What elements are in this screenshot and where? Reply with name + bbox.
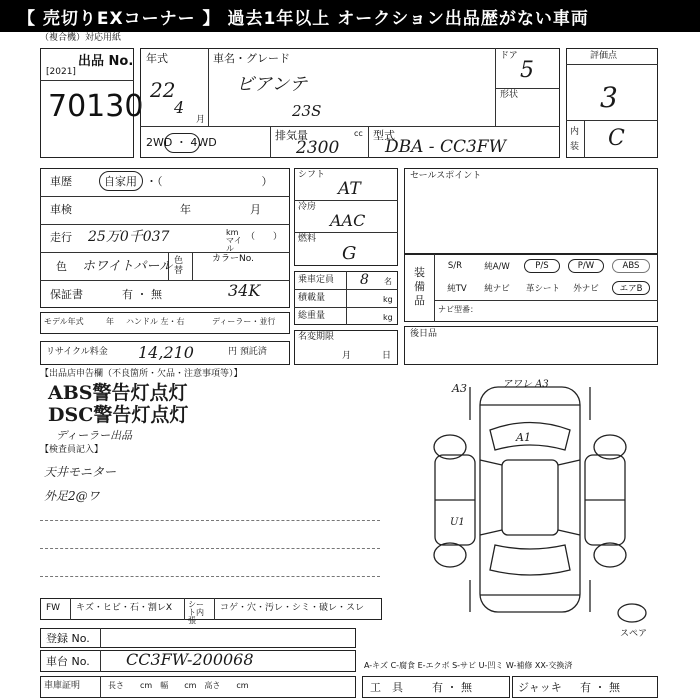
- fw-label: FW: [46, 603, 61, 613]
- sales-point-label: セールスポイント: [410, 171, 482, 181]
- lot-year-tag: [2021]: [46, 67, 76, 77]
- shift-label: シフト: [298, 170, 326, 180]
- registration-label: 登録 No.: [46, 632, 90, 645]
- name-change-day: 日: [382, 351, 392, 361]
- model-year-label: 年式: [146, 52, 168, 65]
- doors-label: ドア: [500, 51, 518, 61]
- history-suffix: ・（ ）: [146, 175, 273, 188]
- gross-unit: kg: [383, 313, 393, 322]
- spare-label: スペア: [620, 629, 648, 639]
- certificate-dims: 長さ cm 幅 cm 高さ cm: [108, 681, 249, 690]
- lot-number: 70130: [48, 89, 144, 124]
- model-year-value: 22: [150, 78, 176, 102]
- diagram-label-a3-left: A3: [452, 382, 467, 395]
- inspection-year: 年: [180, 203, 191, 216]
- seat-value: コゲ・穴・汚レ・シミ・破レ・スレ: [220, 603, 365, 613]
- doors-value: 5: [520, 58, 534, 83]
- car-name: ビアンテ: [236, 74, 308, 95]
- displacement-unit: cc: [354, 129, 363, 138]
- aircon-value: AAC: [330, 211, 366, 230]
- mileage-paren: （ ）: [246, 232, 283, 242]
- notes-line-3: ディーラー出品: [56, 429, 133, 442]
- inspector-line-2: 外足2@ワ: [44, 489, 100, 503]
- inspector-line-1: 天井モニター: [44, 465, 117, 479]
- chassis-value: CC3FW-200068: [126, 650, 254, 669]
- equip-power-steering: P/S: [524, 259, 560, 273]
- score-label: 評価点: [590, 51, 618, 61]
- fuel-value: G: [342, 243, 357, 264]
- equip-aftermarket-navi: 外ナビ: [573, 284, 599, 294]
- model-row-dealer: ディーラー・並行: [212, 317, 276, 326]
- equip-sr: S/R: [447, 261, 463, 271]
- shift-value: AT: [338, 179, 361, 199]
- equipment-label: 装備品: [414, 266, 425, 307]
- car-damage-diagram: [410, 375, 655, 625]
- navi-model-label: ナビ型番：: [438, 305, 478, 314]
- name-change-month: 月: [342, 351, 352, 361]
- capacity-label: 乗車定員: [298, 275, 335, 285]
- certificate-label: 車庫証明: [44, 681, 81, 691]
- model-month-suffix: 月: [196, 115, 206, 125]
- history-value: 自家用: [104, 175, 137, 188]
- equip-genuine-navi: 純ナビ: [484, 284, 510, 294]
- notes-line-1: ABS警告灯点灯: [48, 382, 188, 404]
- displacement-label: 排気量: [275, 129, 308, 142]
- capacity-value: 8: [360, 272, 369, 288]
- lot-label: 出品 No.: [78, 54, 134, 69]
- aircon-label: 冷房: [298, 202, 317, 212]
- notes-label: 【出品店申告欄（不良箇所・欠品・注意事項等）】: [40, 369, 243, 379]
- top-note: （複合機）対応用紙: [40, 33, 122, 43]
- mileage-label: 走行: [50, 231, 72, 244]
- later-date-label: 後日品: [410, 329, 438, 339]
- displacement-value: 2300: [296, 138, 340, 158]
- warranty-label: 保証書: [50, 288, 83, 301]
- recycle-label: リサイクル料金: [46, 347, 108, 357]
- inspection-label: 車検: [50, 203, 72, 216]
- fw-value: キズ・ヒビ・石・割レX: [76, 603, 172, 613]
- history-circle: [99, 171, 143, 191]
- recycle-unit: 円 預託済: [228, 347, 267, 357]
- load-unit: kg: [383, 295, 393, 304]
- interior-label-1: 内: [570, 127, 580, 137]
- chassis-label: 車台 No.: [46, 655, 90, 668]
- jack-options: 有 ・ 無: [580, 681, 620, 694]
- seat-label: シート内張: [188, 600, 204, 625]
- model-code-value: DBA - CC3FW: [385, 137, 507, 157]
- interior-label-2: 装: [570, 142, 580, 152]
- name-change-label: 名変期限: [298, 332, 335, 342]
- model-row-handle: ハンドル 左・右: [126, 317, 185, 326]
- tools-options: 有 ・ 無: [432, 681, 472, 694]
- mileage-value: 25万0千037: [88, 229, 170, 245]
- jack-label: ジャッキ: [518, 681, 562, 694]
- equip-leather-seat: 革シート: [525, 284, 560, 294]
- name-grade-label: 車名・グレード: [213, 52, 290, 65]
- color-change-label: 色替: [174, 256, 184, 276]
- diagram-label-u1: U1: [450, 517, 465, 528]
- header-title: 【 売切りEXコーナー 】 過去1年以上 オークション出品歴がない車両: [0, 0, 700, 32]
- equip-power-window: P/W: [568, 259, 604, 273]
- equip-tv: 純TV: [447, 284, 467, 294]
- equip-abs: ABS: [612, 259, 650, 273]
- shape-label: 形状: [500, 90, 519, 100]
- load-label: 積載量: [298, 293, 326, 303]
- recycle-value: 14,210: [138, 343, 194, 362]
- color-code-label: カラーNo.: [212, 254, 254, 264]
- inspection-month: 月: [250, 203, 261, 216]
- drive-label: 2WD ・ 4WD: [146, 136, 217, 149]
- color-label: 色: [56, 260, 67, 273]
- score-value: 3: [600, 81, 618, 114]
- model-row-year: 年: [106, 317, 114, 326]
- diagram-label-a1: A1: [516, 431, 531, 444]
- inspector-label: 【検査員記入】: [40, 445, 104, 455]
- damage-legend: A-キズ C-腐食 E-エクボ S-サビ U-凹ミ W-補修 XX-交換済: [364, 661, 573, 670]
- gross-label: 総重量: [298, 311, 326, 321]
- equip-alloy-wheel: 純A/W: [484, 262, 510, 272]
- notes-line-2: DSC警告灯点灯: [48, 404, 189, 426]
- diagram-label-top: アワレ A3: [502, 379, 549, 390]
- drive-selected-circle: [164, 133, 200, 153]
- color-code-value: 34K: [228, 281, 261, 300]
- model-row-label: モデル年式: [44, 317, 84, 326]
- later-date-box: [404, 326, 658, 365]
- model-month-value: 4: [174, 98, 185, 117]
- interior-value: C: [608, 126, 625, 151]
- mileage-unit: km マイル: [226, 228, 242, 253]
- tools-label: 工 具: [370, 681, 403, 694]
- fuel-label: 燃料: [298, 234, 317, 244]
- model-code-label: 型式: [373, 129, 395, 142]
- capacity-unit: 名: [384, 277, 392, 286]
- history-label: 車歴: [50, 175, 72, 188]
- equip-airbag: エアB: [612, 281, 650, 295]
- color-value: ホワイトパール: [82, 259, 173, 274]
- car-grade: 23S: [292, 102, 322, 120]
- warranty-options: 有 ・ 無: [122, 288, 162, 301]
